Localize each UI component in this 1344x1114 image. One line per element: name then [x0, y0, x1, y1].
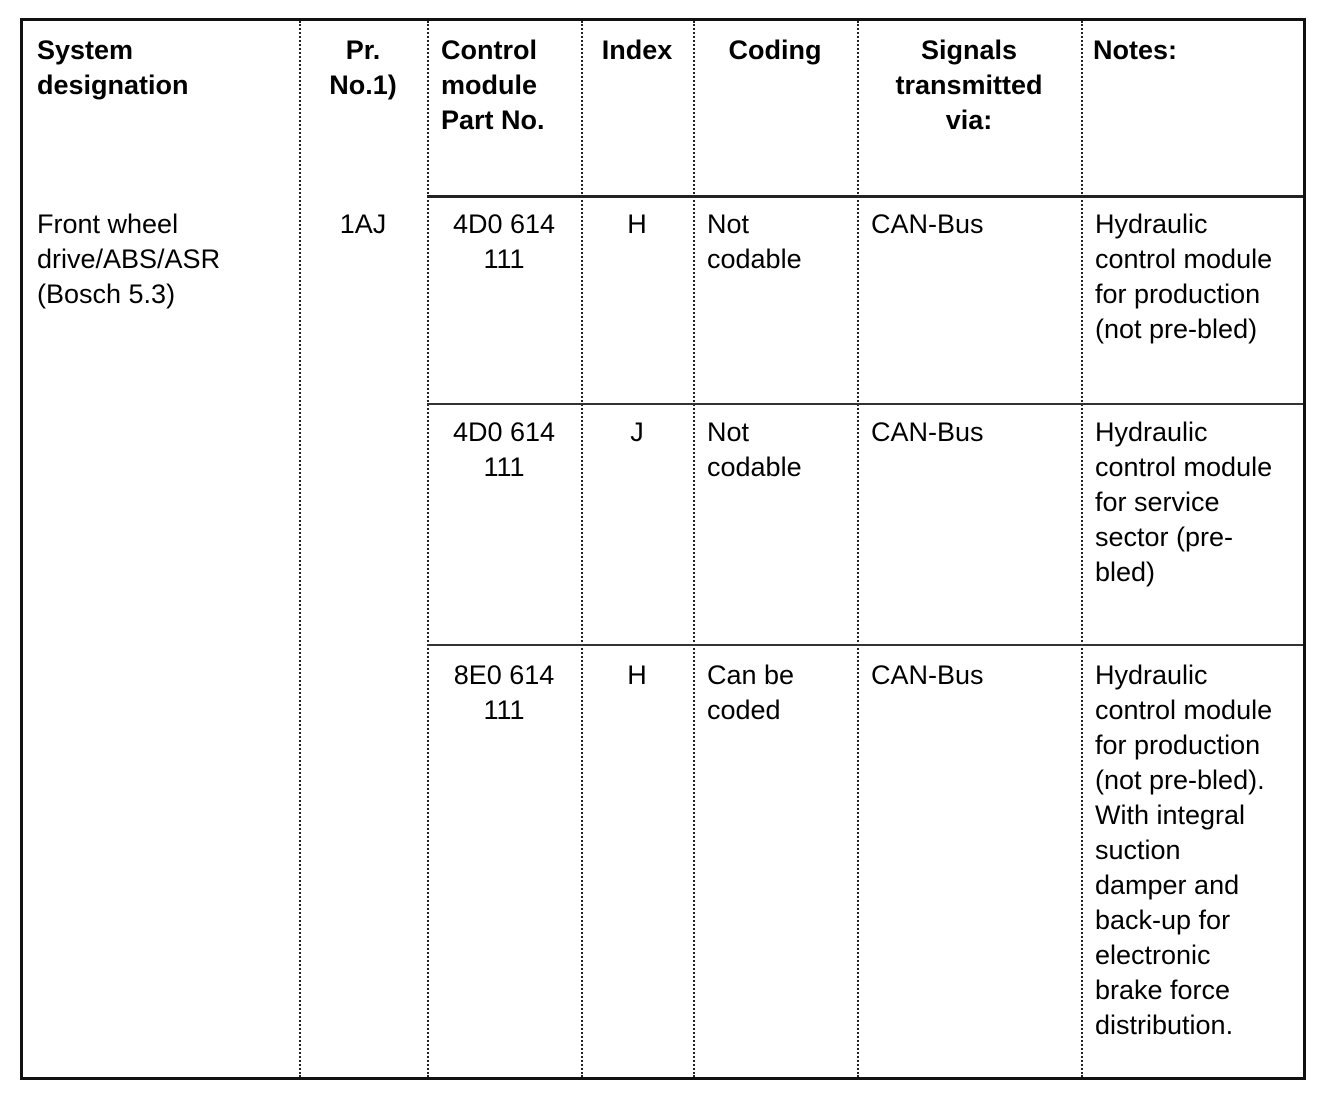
- row-2-index: J: [630, 417, 644, 447]
- column-divider: [427, 21, 429, 1077]
- row-1-index: H: [627, 209, 647, 239]
- header-index: Index: [601, 35, 673, 65]
- column-divider: [581, 21, 583, 1077]
- header-notes: Notes:: [1093, 35, 1178, 65]
- row-1-part-no: 4D0 614 111: [452, 209, 556, 274]
- column-divider: [1081, 21, 1083, 1077]
- control-module-table: [20, 18, 1306, 1080]
- header-divider: [427, 195, 1303, 198]
- column-divider: [857, 21, 859, 1077]
- row-2-notes: Hydraulic control module for service sector (pre- bled): [1095, 417, 1273, 587]
- header-system-designation: System designation: [37, 35, 189, 100]
- column-divider: [299, 21, 301, 1077]
- row-3-part-no: 8E0 614 111: [453, 660, 555, 725]
- header-coding: Coding: [728, 35, 822, 65]
- row-3-coding: Can be coded: [707, 660, 795, 725]
- header-pr-no: Pr. No.1): [329, 35, 397, 100]
- pr-no-value: 1AJ: [339, 209, 387, 239]
- header-control-module-part-no: Control module Part No.: [441, 35, 545, 135]
- row-2-signals: CAN-Bus: [871, 417, 984, 447]
- header-signals-transmitted-via: Signals transmitted via:: [895, 35, 1043, 135]
- row-2-part-no: 4D0 614 111: [452, 417, 556, 482]
- row-3-signals: CAN-Bus: [871, 660, 984, 690]
- row-2-coding: Not codable: [707, 417, 802, 482]
- row-divider: [427, 644, 1303, 646]
- row-divider: [427, 403, 1303, 405]
- row-1-coding: Not codable: [707, 209, 802, 274]
- row-1-signals: CAN-Bus: [871, 209, 984, 239]
- column-divider: [693, 21, 695, 1077]
- row-1-notes: Hydraulic control module for production (not pre-bled): [1095, 209, 1273, 344]
- row-3-index: H: [627, 660, 647, 690]
- row-3-notes: Hydraulic control module for production (not pre-bled). With integral suction damper and back-up for electronic brake force distribution.: [1095, 660, 1273, 1040]
- system-designation-value: Front wheel drive/ABS/ASR (Bosch 5.3): [37, 209, 221, 309]
